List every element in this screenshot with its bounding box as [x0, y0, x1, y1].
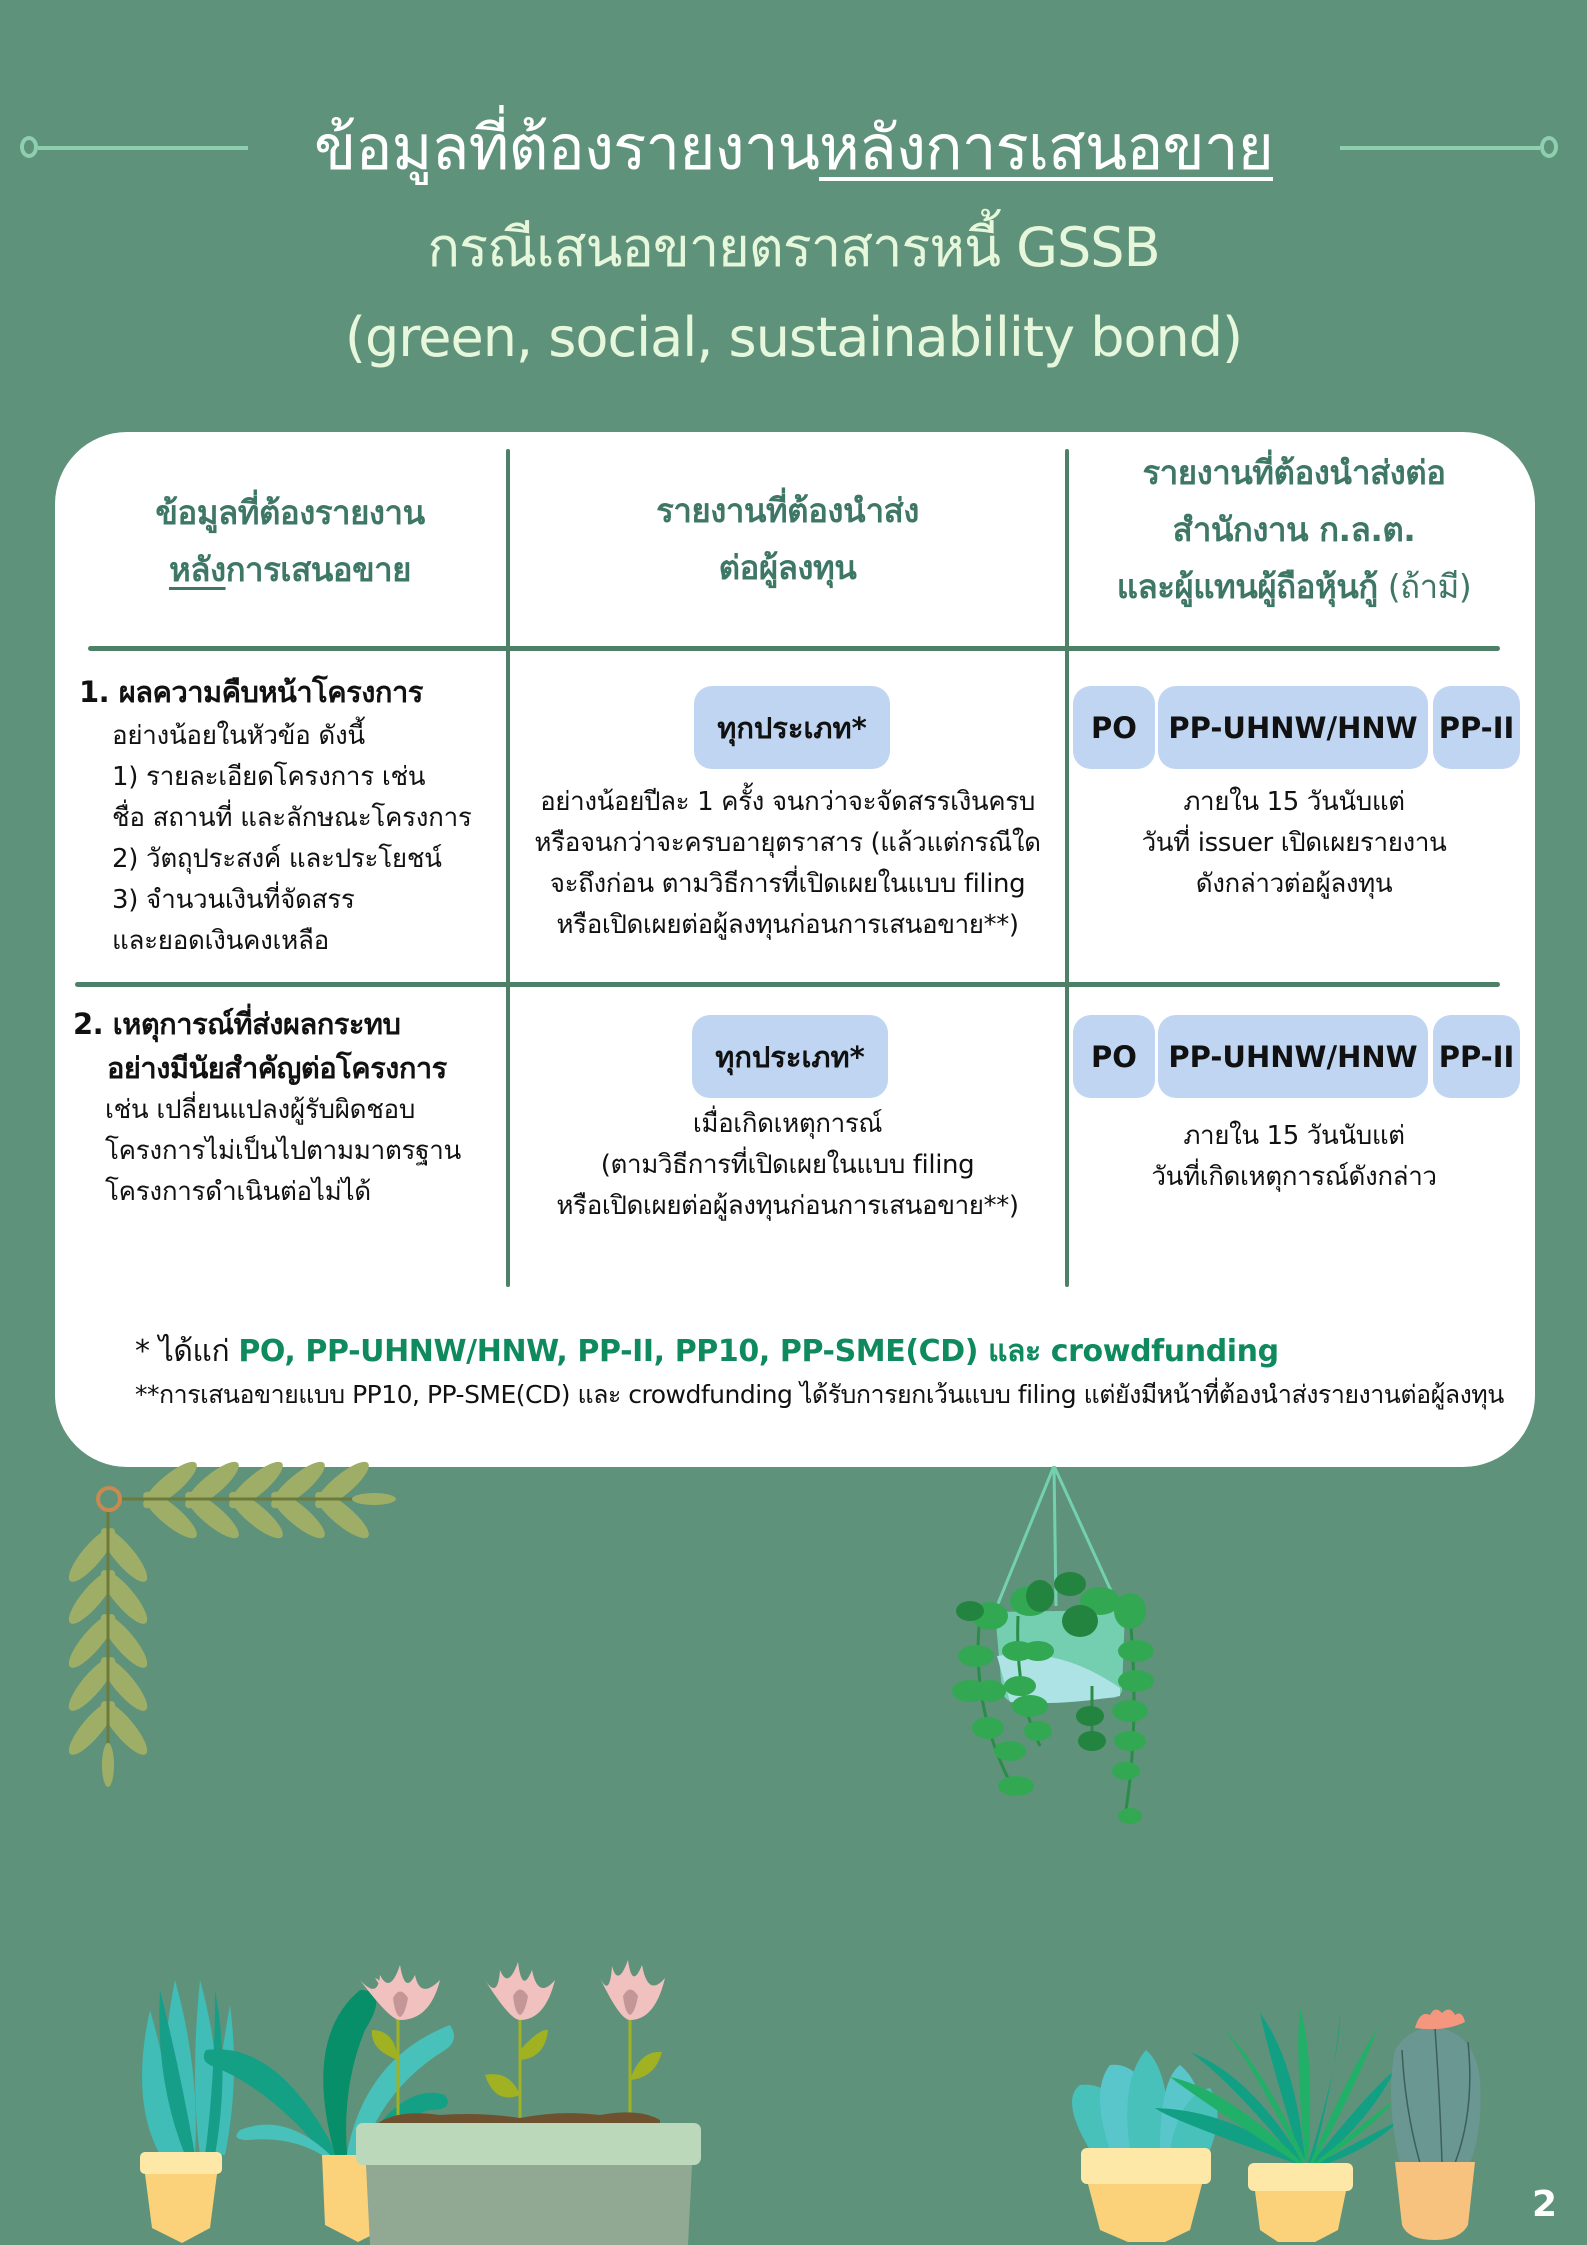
page-number: 2 [1531, 2184, 1557, 2225]
footnote-1 [135, 1330, 1279, 1374]
row1-body-line: 3) จำนวนเงินที่จัดสรร [112, 885, 355, 915]
row2-investor-text [510, 1104, 1065, 1227]
row1-sec-text [1069, 782, 1519, 905]
row2-sec-text [1069, 1116, 1519, 1198]
cactus-icon [1050, 1980, 1587, 2245]
reporting-table-card [55, 432, 1535, 1467]
column-header-sec-optional: (ถ้ามี) [1377, 567, 1472, 606]
column-header-info-rest: การเสนอขาย [225, 550, 412, 589]
row2-body-line: โครงการไม่เป็นไปตามมาตรฐาน [105, 1136, 462, 1166]
potted-plants-icon [100, 1920, 800, 2245]
row1-title: 1. ผลความคืบหน้าโครงการ [79, 675, 423, 709]
column-header-sec [1069, 444, 1519, 615]
row1-sec-line: วันที่ issuer เปิดเผยรายงาน [1141, 828, 1447, 858]
row1-sec-line: ภายใน 15 วันนับแต่ [1183, 787, 1405, 817]
row2-body [105, 1090, 461, 1213]
row2-body-line: โครงการดำเนินต่อไม่ได้ [105, 1177, 371, 1207]
row1-body-line: 2) วัตถุประสงค์ และประโยชน์ [112, 844, 442, 874]
row1-badge-pp-uhnw: PP-UHNW/HNW [1158, 686, 1428, 769]
footnote-1-highlight: PO, PP-UHNW/HNW, PP-II, PP10, PP-SME(CD) และ crowdfunding [238, 1334, 1279, 1369]
column-header-sec-line1: รายงานที่ต้องนำส่งต่อ [1142, 453, 1446, 492]
column-header-sec-line3: และผู้แทนผู้ถือหุ้นกู้ [1116, 567, 1378, 606]
page-title-part1: ข้อมูลที่ต้องรายงาน [313, 111, 820, 184]
row2-sec-line: วันที่เกิดเหตุการณ์ดังกล่าว [1151, 1162, 1437, 1192]
column-header-investor-line2: ต่อผู้ลงทุน [718, 548, 857, 587]
row1-investor-line: หรือเปิดเผยต่อผู้ลงทุนก่อนการเสนอขาย**) [556, 910, 1019, 940]
row2-title [73, 1002, 447, 1090]
row2-title-line1: 2. เหตุการณ์ที่ส่งผลกระทบ [73, 1007, 401, 1041]
column-header-investor-line1: รายงานที่ต้องนำส่ง [656, 491, 919, 530]
row1-body [112, 716, 472, 962]
column-header-info-underlined: หลัง [168, 550, 226, 589]
row2-investor-line: (ตามวิธีการที่เปิดเผยในแบบ filing [600, 1150, 975, 1180]
row1-badge-po: PO [1073, 686, 1155, 769]
row1-investor-line: หรือจนกว่าจะครบอายุตราสาร (แล้วแต่กรณีใด [534, 828, 1041, 858]
row1-body-line: ชื่อ สถานที่ และลักษณะโครงการ [112, 803, 472, 833]
row1-investor-line: จะถึงก่อน ตามวิธีการที่เปิดเผยในแบบ filing [549, 869, 1026, 899]
column-header-info-line1: ข้อมูลที่ต้องรายงาน [155, 493, 425, 532]
column-header-sec-line2: สำนักงาน ก.ล.ต. [1172, 510, 1416, 549]
row1-body-line: อย่างน้อยในหัวข้อ ดังนี้ [112, 721, 365, 751]
column-header-info [75, 484, 505, 598]
row1-investor-line: อย่างน้อยปีละ 1 ครั้ง จนกว่าจะจัดสรรเงินครบ [540, 787, 1035, 817]
row2-badge-pp-uhnw: PP-UHNW/HNW [1158, 1015, 1428, 1098]
page-title-underlined: หลังการเสนอขาย [819, 111, 1273, 184]
row1-investor-badge: ทุกประเภท* [694, 686, 890, 769]
row2-investor-badge: ทุกประเภท* [692, 1015, 888, 1098]
leaf-branch-icon [60, 1460, 420, 1800]
row2-investor-line: หรือเปิดเผยต่อผู้ลงทุนก่อนการเสนอขาย**) [556, 1191, 1019, 1221]
row2-investor-line: เมื่อเกิดเหตุการณ์ [692, 1109, 883, 1139]
row1-body-line: และยอดเงินคงเหลือ [112, 926, 329, 956]
hanging-plant-icon [940, 1466, 1170, 1836]
row2-body-line: เช่น เปลี่ยนแปลงผู้รับผิดชอบ [105, 1095, 416, 1125]
row-divider [75, 982, 1500, 987]
subtitle-line2: (green, social, sustainability bond) [344, 306, 1243, 369]
row2-badge-po: PO [1073, 1015, 1155, 1098]
subtitle-line1: กรณีเสนอขายตราสารหนี้ GSSB [427, 216, 1160, 279]
row1-body-line: 1) รายละเอียดโครงการ เช่น [112, 762, 426, 792]
page-title [0, 108, 1587, 188]
row1-sec-line: ดังกล่าวต่อผู้ลงทุน [1195, 869, 1393, 899]
row1-investor-text [510, 782, 1065, 946]
footnote-2: **การเสนอขายแบบ PP10, PP-SME(CD) และ crowdfunding ได้รับการยกเว้นแบบ filing แต่ยังมีหน้าที่ต้องนำส่งรายงานต่อผู้ลงทุน [135, 1380, 1504, 1409]
footnote-1-prefix: * ได้แก่ [135, 1334, 239, 1369]
row1-badge-pp-ii: PP-II [1433, 686, 1520, 769]
row2-badge-pp-ii: PP-II [1433, 1015, 1520, 1098]
header-divider [88, 646, 1500, 651]
row2-title-line2: อย่างมีนัยสำคัญต่อโครงการ [107, 1051, 447, 1085]
row2-sec-line: ภายใน 15 วันนับแต่ [1183, 1121, 1405, 1151]
column-header-investor [510, 482, 1065, 596]
title-row [0, 108, 1587, 188]
